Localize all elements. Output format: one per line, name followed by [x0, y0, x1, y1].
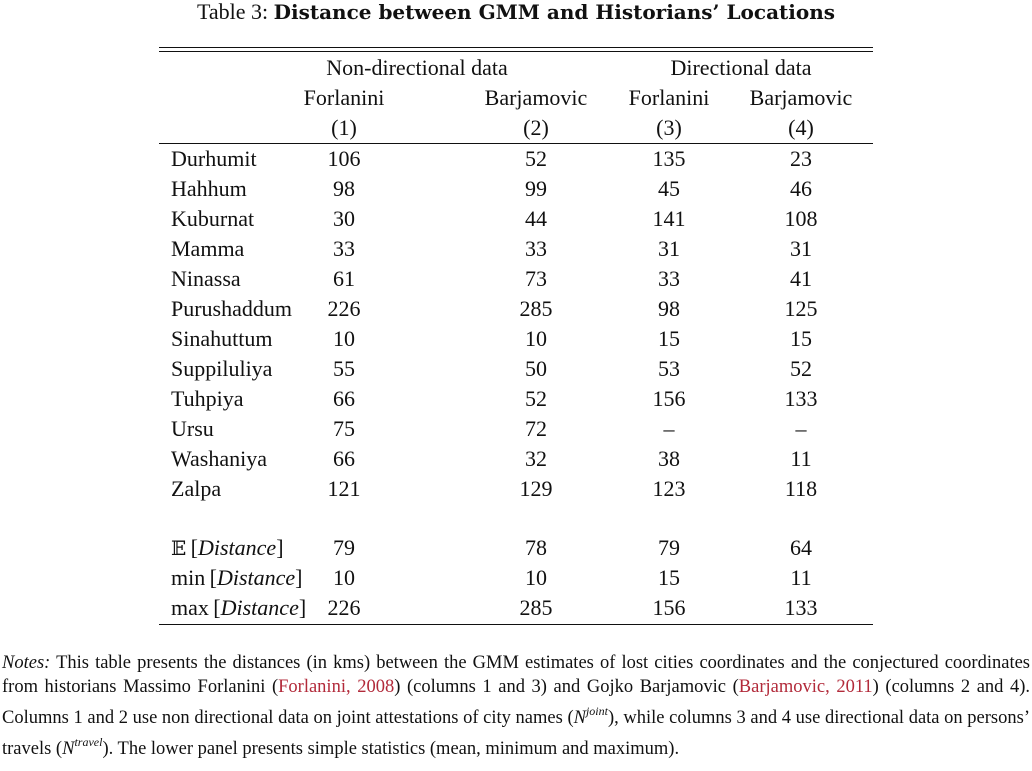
header-number-row	[159, 113, 873, 143]
value-cell: 33	[658, 266, 680, 291]
value-cell: 53	[658, 356, 680, 381]
value-cell: 32	[525, 446, 547, 471]
value-cell: 11	[790, 446, 812, 471]
city-name: Durhumit	[171, 146, 257, 171]
value-cell: 285	[519, 296, 553, 321]
value-cell: 50	[525, 356, 547, 381]
header-source-3: Forlanini	[628, 85, 710, 110]
value-cell: 98	[333, 176, 355, 201]
cite-1-name: Forlanini	[278, 677, 346, 697]
value-cell: 15	[790, 326, 812, 351]
value-cell: 141	[652, 206, 686, 231]
caption-title: Distance between GMM and Historians’ Locations	[273, 0, 835, 24]
stat-prefix: max	[171, 595, 209, 620]
value-cell: 135	[652, 146, 686, 171]
value-cell: 10	[525, 565, 547, 590]
value-cell: 44	[525, 206, 547, 231]
notes-label: Notes:	[2, 653, 51, 673]
table-row	[159, 474, 873, 504]
symbol-n: N	[62, 739, 75, 759]
value-cell: 98	[658, 296, 680, 321]
value-cell: 31	[658, 236, 680, 261]
value-cell: 41	[790, 266, 812, 291]
city-name: Suppiluliya	[171, 356, 273, 381]
value-cell: 79	[333, 535, 355, 560]
header-group-directional: Directional data	[670, 55, 812, 80]
stat-prefix: min	[171, 565, 206, 590]
stats-row-max	[159, 593, 873, 623]
table-row	[159, 444, 873, 474]
value-cell: 61	[333, 266, 355, 291]
header-number-2: (2)	[523, 115, 549, 140]
table-notes	[2, 651, 1030, 761]
value-cell: 123	[652, 476, 686, 501]
stats-row-min	[159, 563, 873, 593]
table-row	[159, 174, 873, 204]
value-cell: 23	[790, 146, 812, 171]
value-cell: 79	[658, 535, 680, 560]
value-cell: 66	[333, 386, 355, 411]
value-cell: 31	[790, 236, 812, 261]
table-row	[159, 414, 873, 444]
value-cell: 52	[790, 356, 812, 381]
symbol-n-travel	[62, 735, 103, 759]
value-cell: 10	[333, 565, 355, 590]
city-name: Tuhpiya	[171, 386, 244, 411]
bottom-rule	[159, 624, 873, 625]
table-row	[159, 384, 873, 414]
top-rule	[159, 47, 873, 48]
city-name: Ursu	[171, 416, 214, 441]
city-name: Mamma	[171, 236, 245, 261]
stat-var: Distance	[197, 535, 277, 560]
value-cell: 33	[525, 236, 547, 261]
city-name: Zalpa	[171, 476, 222, 501]
value-cell: 15	[658, 326, 680, 351]
header-number-4: (4)	[788, 115, 814, 140]
cite-2-name: Barjamovic	[738, 677, 826, 697]
symbol-n-joint	[573, 704, 608, 728]
notes-text-2: ) (columns 1 and 3) and Gojko Barjamovic (	[394, 677, 739, 697]
header-group-row	[159, 52, 873, 83]
cite-1-year: 2008	[357, 677, 395, 697]
table-row	[159, 324, 873, 354]
header-source-4: Barjamovic	[749, 85, 853, 110]
value-cell: 15	[658, 565, 680, 590]
value-cell: 10	[333, 326, 355, 351]
citation-barjamovic[interactable]: Barjamovic, 2011	[738, 677, 873, 697]
superscript-travel: travel	[74, 735, 103, 749]
city-name: Washaniya	[171, 446, 267, 471]
value-cell: 55	[333, 356, 355, 381]
header-source-2: Barjamovic	[484, 85, 588, 110]
value-cell: 118	[784, 476, 818, 501]
value-cell: 133	[784, 386, 818, 411]
value-cell: 156	[652, 386, 686, 411]
value-cell: 99	[525, 176, 547, 201]
value-cell: 72	[525, 416, 547, 441]
superscript-joint: joint	[585, 704, 608, 718]
stat-prefix: 𝔼	[171, 536, 187, 560]
caption-label: Table 3:	[196, 0, 269, 24]
table-row	[159, 354, 873, 384]
value-cell: 226	[327, 595, 361, 620]
value-cell: 285	[519, 595, 553, 620]
symbol-n: N	[573, 708, 586, 728]
table-row	[159, 264, 873, 294]
notes-text-1: This table presents the distances (in kms) between the GMM estimates of lost cities coordinates and the conjectured coordinates from historians Massimo Forlanini (	[2, 653, 1030, 697]
city-name: Kuburnat	[171, 206, 255, 231]
table-row	[159, 204, 873, 234]
city-name: Hahhum	[171, 176, 247, 201]
value-cell: 30	[333, 206, 355, 231]
stats-rows	[159, 533, 873, 623]
value-cell: 108	[784, 206, 818, 231]
value-cell: 66	[333, 446, 355, 471]
value-cell: 226	[327, 296, 361, 321]
value-cell: –	[795, 416, 807, 441]
value-cell: 125	[784, 296, 818, 321]
cite-2-year: 2011	[836, 677, 873, 697]
value-cell: 133	[784, 595, 818, 620]
header-group-nondirectional: Non-directional data	[326, 55, 508, 80]
stat-var: Distance	[220, 595, 299, 620]
value-cell: –	[663, 416, 675, 441]
table-row	[159, 144, 873, 174]
header-source-row	[159, 83, 873, 113]
stat-label: min [Distance]	[171, 565, 303, 590]
notes-text-4: ), while columns 3 and 4 use directional data on persons’ travels (	[2, 708, 1030, 759]
value-cell: 73	[525, 266, 547, 291]
data-table	[159, 52, 873, 625]
table-row	[159, 234, 873, 264]
value-cell: 38	[658, 446, 680, 471]
value-cell: 78	[525, 535, 547, 560]
notes-text-5: ). The lower panel presents simple statistics (mean, minimum and maximum).	[102, 739, 680, 759]
table-row	[159, 294, 873, 324]
value-cell: 121	[327, 476, 361, 501]
citation-forlanini[interactable]: Forlanini, 2008	[278, 677, 395, 697]
value-cell: 52	[525, 386, 547, 411]
stat-label: 𝔼 [Distance]	[171, 535, 284, 560]
panel-spacer	[159, 504, 873, 533]
city-name: Ninassa	[171, 266, 241, 291]
city-name: Purushaddum	[171, 296, 292, 321]
value-cell: 64	[790, 535, 812, 560]
header-number-3: (3)	[656, 115, 682, 140]
stats-row-mean	[159, 533, 873, 563]
value-cell: 156	[652, 595, 686, 620]
value-cell: 10	[525, 326, 547, 351]
header-source-1: Forlanini	[303, 85, 385, 110]
table-caption	[0, 0, 1032, 26]
value-cell: 75	[333, 416, 355, 441]
value-cell: 11	[790, 565, 812, 590]
notes-text-3: ) (columns 2 and 4). Columns 1 and 2 use non directional data on joint attestations of city names (	[2, 677, 1031, 728]
header-number-1: (1)	[331, 115, 357, 140]
value-cell: 46	[790, 176, 812, 201]
stat-label: max [Distance]	[171, 595, 307, 620]
value-cell: 45	[658, 176, 680, 201]
value-cell: 106	[327, 146, 361, 171]
value-cell: 129	[519, 476, 553, 501]
city-name: Sinahuttum	[171, 326, 273, 351]
city-rows	[159, 144, 873, 504]
value-cell: 52	[525, 146, 547, 171]
stat-var: Distance	[216, 565, 296, 590]
value-cell: 33	[333, 236, 355, 261]
